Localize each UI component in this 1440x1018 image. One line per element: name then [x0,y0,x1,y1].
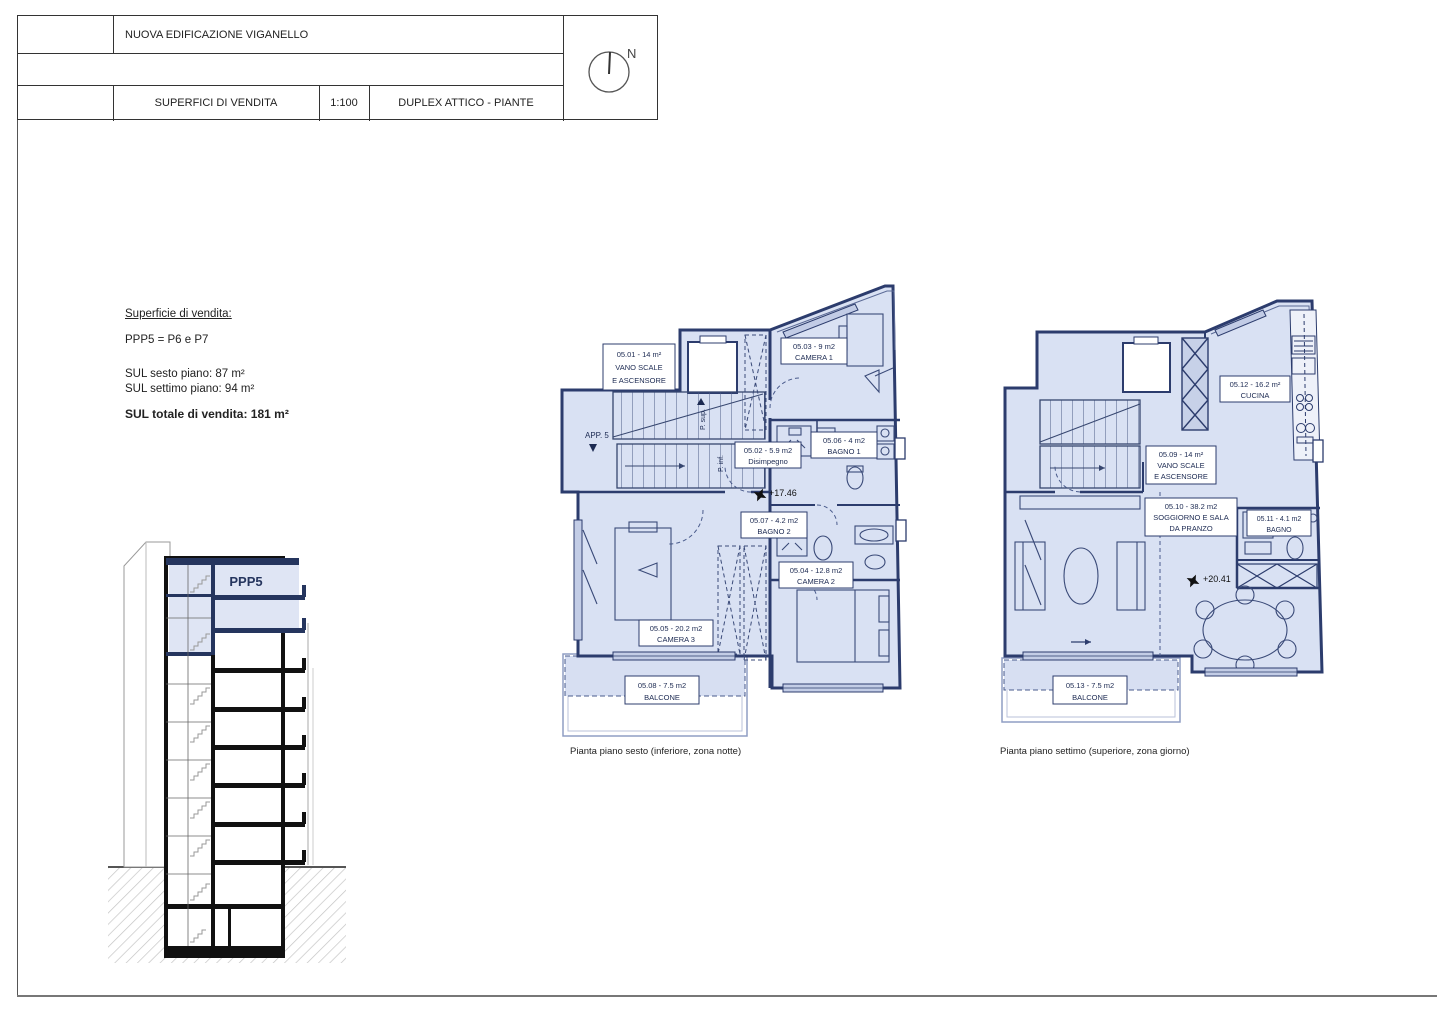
room-label-soggiorno [1145,498,1237,536]
caption-piano-sesto: Pianta piano sesto (inferiore, zona notte) [570,746,742,757]
p-sup-label: P. sup. [700,409,707,430]
room-label-balcone [1053,676,1127,704]
svg-text:E ASCENSORE: E ASCENSORE [612,376,666,385]
room-label-vano-scale [603,344,675,390]
svg-text:05.04 - 12.8 m2: 05.04 - 12.8 m2 [789,566,843,575]
svg-text:BALCONE: BALCONE [1072,693,1108,702]
room-label-bagno2 [741,512,807,538]
svg-text:05.06 - 4 m2: 05.06 - 4 m2 [822,436,866,445]
building-section-diagram [108,528,346,998]
adjacent-building-outline [124,542,170,867]
svg-text:DA PRANZO: DA PRANZO [1169,524,1213,533]
plan-sesto [555,280,975,745]
plan-settimo [995,280,1335,745]
svg-text:05.09 - 14 m²: 05.09 - 14 m² [1158,450,1204,459]
svg-text:VANO SCALE: VANO SCALE [615,363,663,372]
svg-text:05.02 - 5.9 m2: 05.02 - 5.9 m2 [743,446,793,455]
svg-text:VANO SCALE: VANO SCALE [1157,461,1205,470]
app5-label: APP. 5 [585,431,609,440]
svg-text:BAGNO 1: BAGNO 1 [827,447,861,456]
room-label-bagno [1247,510,1311,536]
p-inf-label: P. inf. [718,455,725,472]
svg-text:05.10 - 38.2 m2: 05.10 - 38.2 m2 [1164,502,1218,511]
svg-text:05.11 - 4.1 m2: 05.11 - 4.1 m2 [1256,516,1302,523]
svg-text:E ASCENSORE: E ASCENSORE [1154,472,1208,481]
ppp5-label: PPP5 [229,574,263,589]
svg-text:SOGGIORNO E SALA: SOGGIORNO E SALA [1153,513,1229,522]
drawing-scale: 1:100 [330,97,358,109]
svg-text:05.03 - 9 m2: 05.03 - 9 m2 [792,342,836,351]
sheet-name: DUPLEX ATTICO - PIANTE [398,97,534,109]
title-block-divider [113,16,114,53]
svg-text:Disimpegno: Disimpegno [748,457,788,466]
svg-text:BALCONE: BALCONE [644,693,680,702]
room-label-bagno1 [811,432,877,458]
svg-text:CAMERA 3: CAMERA 3 [657,635,695,644]
caption-piano-settimo: Pianta piano settimo (superiore, zona giorno) [1000,746,1190,757]
elevator [1123,337,1170,392]
svg-text:05.12 - 16.2 m²: 05.12 - 16.2 m² [1229,380,1281,389]
title-block-divider [18,53,563,54]
sale-surface-notes [125,308,425,421]
room-label-cucina [1220,376,1290,402]
notes-heading: Superficie di vendita: [125,308,232,320]
shaft-crosshatch [1182,338,1208,430]
svg-text:CAMERA 2: CAMERA 2 [797,577,835,586]
notes-sul-total: SUL totale di vendita: 181 m² [125,407,289,421]
document-title: SUPERFICI DI VENDITA [154,97,278,109]
svg-text:05.01 - 14 m²: 05.01 - 14 m² [616,350,662,359]
stairs [1040,400,1140,488]
svg-text:CAMERA 1: CAMERA 1 [795,353,833,362]
kitchen-counter [1290,310,1320,460]
room-label-camera1 [781,338,847,364]
svg-text:CUCINA: CUCINA [1240,391,1270,400]
room-label-disimpegno [735,442,801,468]
room-label-camera2 [779,562,853,588]
room-label-vano-scale [1146,446,1216,484]
room-label-balcone [625,676,699,704]
elevator [688,336,737,393]
roof-slab [166,558,299,565]
elevation-value: +20.41 [1203,574,1231,584]
north-letter: N [627,46,637,61]
svg-text:05.05 - 20.2 m2: 05.05 - 20.2 m2 [649,624,703,633]
svg-text:05.07 - 4.2 m2: 05.07 - 4.2 m2 [749,516,799,525]
elevation-value: +17.46 [769,488,797,498]
notes-sul-settimo: SUL settimo piano: 94 m² [125,383,255,395]
svg-text:05.08 - 7.5 m2: 05.08 - 7.5 m2 [637,681,687,690]
title-block [17,15,658,120]
north-arrow-icon [563,16,659,121]
room-label-camera3 [639,620,713,646]
sheet-border-left [17,15,18,995]
svg-text:BAGNO: BAGNO [1266,527,1292,534]
svg-text:BAGNO 2: BAGNO 2 [757,527,791,536]
notes-sul-sesto: SUL sesto piano: 87 m² [125,368,245,380]
project-title: NUOVA EDIFICAZIONE VIGANELLO [125,28,309,41]
notes-unit: PPP5 = P6 e P7 [125,334,209,346]
svg-text:05.13 - 7.5 m2: 05.13 - 7.5 m2 [1065,681,1115,690]
